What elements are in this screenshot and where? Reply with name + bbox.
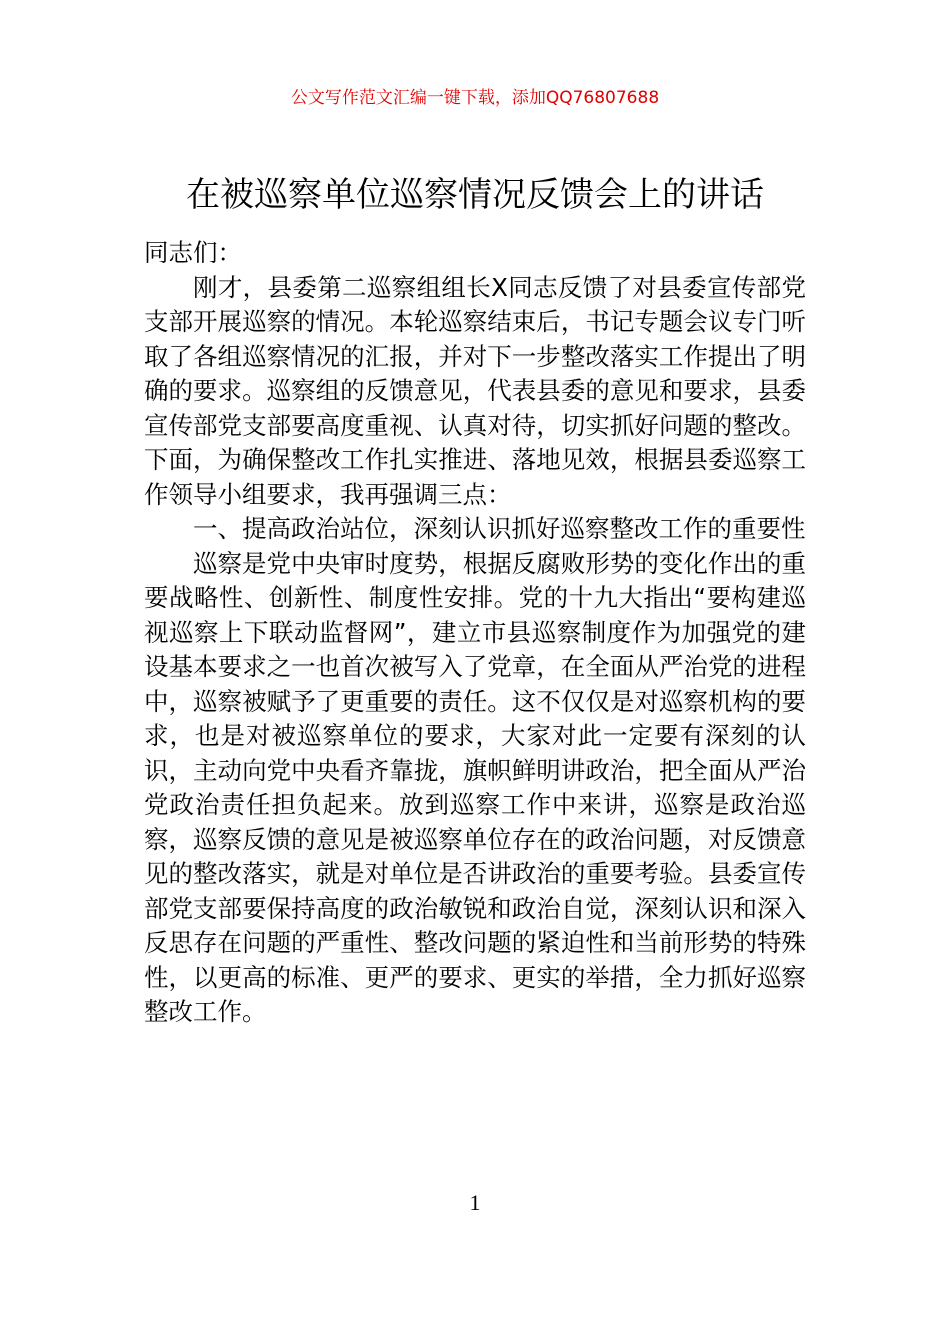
download-banner: 公文写作范文汇编一键下载，添加QQ76807688 xyxy=(290,88,660,108)
page-number: 1 xyxy=(469,1190,481,1215)
document-title: 在被巡察单位巡察情况反馈会上的讲话 xyxy=(186,175,764,215)
paragraph-intro: 刚才，县委第二巡察组组长X同志反馈了对县委宣传部党支部开展巡察的情况。本轮巡察结束后，书记专题会议专门听取了各组巡察情况的汇报，并对下一步整改落实工作提出了明确的要求。巡察组的反馈意见，代表县委的意见和要求，县委宣传部党支部要高度重视、认真对待，切实抓好问题的整改。下面，为确保整改工作扎实推进、落地见效，根据县委巡察工作领导小组要求，我再强调三点： xyxy=(144,272,806,509)
paragraph-section-1: 巡察是党中央审时度势，根据反腐败形势的变化作出的重要战略性、创新性、制度性安排。党的十九大指出“要构建巡视巡察上下联动监督网”，建立市县巡察制度作为加强党的建设基本要求之一也首次被写入了党章，在全面从严治党的进程中，巡察被赋予了更重要的责任。这不仅仅是对巡察机构的要求，也是对被巡察单位的要求，大家对此一定要有深刻的认识，主动向党中央看齐靠拢，旗帜鲜明讲政治，把全面从严治党政治责任担负起来。放到巡察工作中来讲，巡察是政治巡察，巡察反馈的意见是被巡察单位存在的政治问题，对反馈意见的整改落实，就是对单位是否讲政治的重要考验。县委宣传部党支部要保持高度的政治敏锐和政治自觉，深刻认识和深入反思存在问题的严重性、整改问题的紧迫性和当前形势的特殊性，以更高的标准、更严的要求、更实的举措，全力抓好巡察整改工作。 xyxy=(144,548,806,1026)
section-heading-1: 一、提高政治站位，深刻认识抓好巡察整改工作的重要性 xyxy=(193,514,806,543)
salutation: 同志们： xyxy=(144,238,242,267)
document-body xyxy=(144,236,806,1030)
